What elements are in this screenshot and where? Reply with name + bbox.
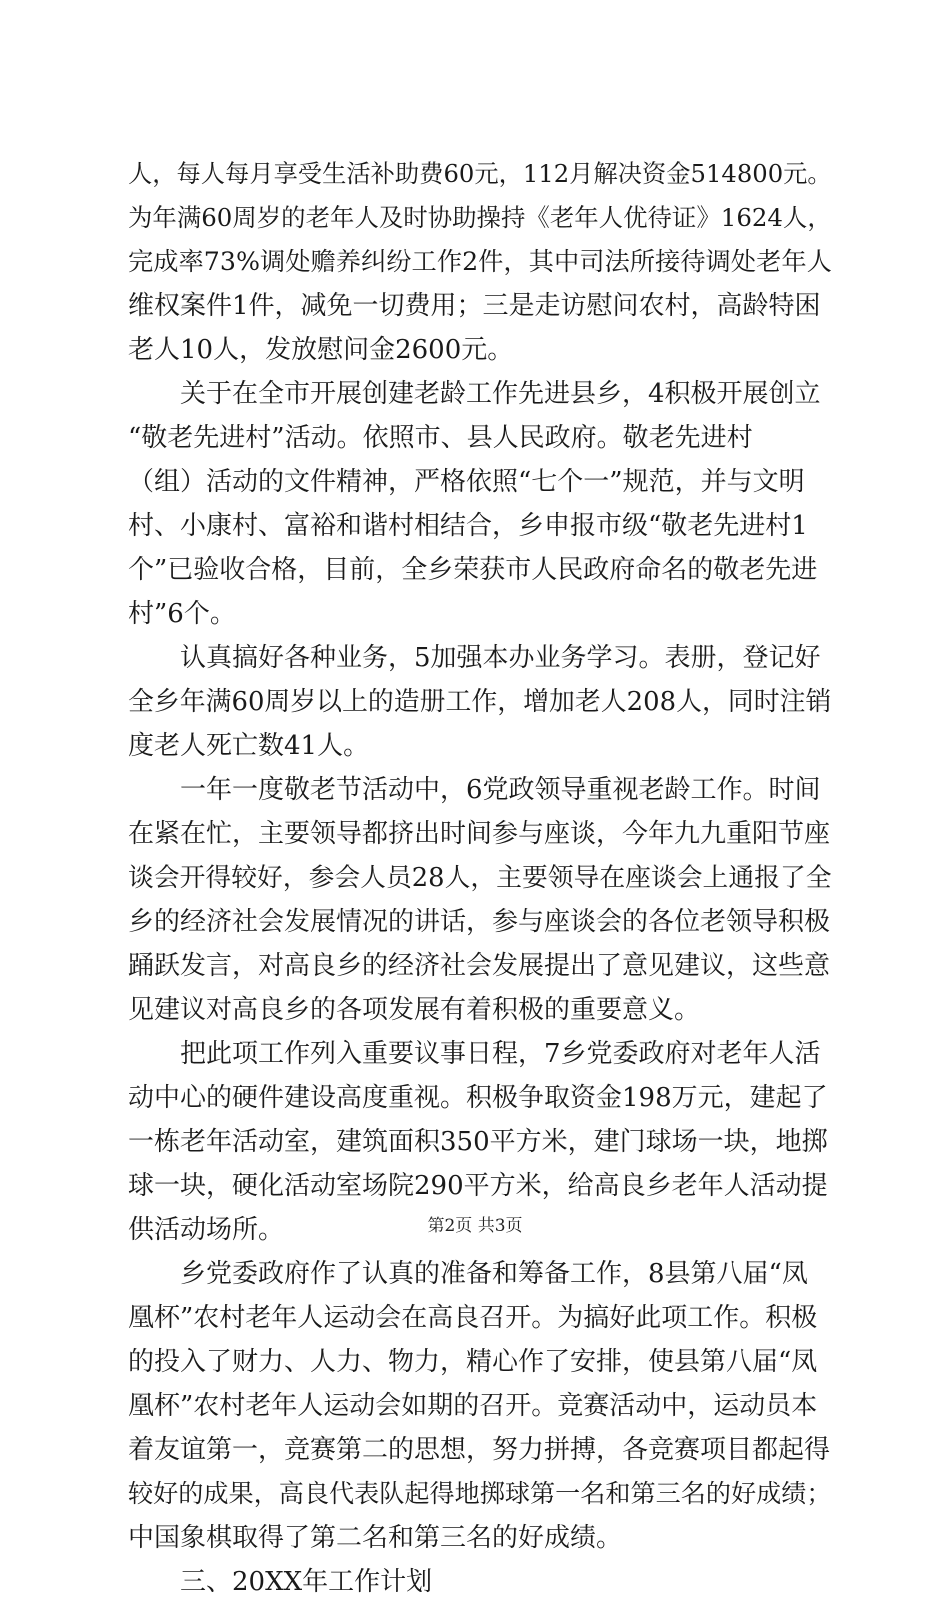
text-line: 乡党委政府作了认真的准备和筹备工作，8县第八届“凤 [180, 1259, 808, 1289]
text-line: （组）活动的文件精神，严格依照“七个一”规范，并与文明 [128, 467, 805, 497]
text-line: 度老人死亡数41人。 [128, 731, 370, 761]
text-line: 凰杯”农村老年人运动会如期的召开。竞赛活动中，运动员本 [128, 1391, 818, 1421]
text-line: 维权案件1件，减免一切费用；三是走访慰问农村，高龄特困 [128, 291, 821, 321]
paragraph-6 [128, 1252, 832, 1560]
text-line: 一栋老年活动室，建筑面积350平方米，建门球场一块，地掷 [128, 1127, 828, 1157]
text-line: 为年满60周岁的老年人及时协助操持《老年人优待证》1624人， [128, 203, 832, 232]
text-line: 谈会开得较好，参会人员28人，主要领导在座谈会上通报了全 [128, 863, 832, 893]
text-line: 见建议对高良乡的各项发展有着积极的重要意义。 [128, 995, 701, 1025]
text-line: 中国象棋取得了第二名和第三名的好成绩。 [128, 1523, 623, 1553]
text-line: 村”6个。 [128, 599, 236, 629]
section-heading: 三、20XX年工作计划 [180, 1567, 433, 1597]
text-line: 在紧在忙，主要领导都挤出时间参与座谈，今年九九重阳节座 [128, 819, 831, 849]
text-line: 认真搞好各种业务，5加强本办业务学习。表册，登记好 [180, 643, 821, 673]
text-line: 动中心的硬件建设高度重视。积极争取资金198万元，建起了 [128, 1083, 828, 1113]
paragraph-2 [128, 372, 832, 636]
text-line: 乡的经济社会发展情况的讲话，参与座谈会的各位老领导积极 [128, 907, 831, 937]
text-line: 个”已验收合格，目前，全乡荣获市人民政府命名的敬老先进 [128, 555, 818, 585]
text-line: 把此项工作列入重要议事日程，7乡党委政府对老年人活 [180, 1039, 821, 1069]
text-line: 球一块，硬化活动室场院290平方米，给高良乡老年人活动提 [128, 1171, 828, 1201]
text-line: 人，每人每月享受生活补助费60元，112月解决资金514800元。 [128, 159, 832, 188]
paragraph-1 [128, 152, 832, 372]
text-line: “敬老先进村”活动。依照市、县人民政府。敬老先进村 [128, 423, 753, 453]
text-line: 完成率73%调处赡养纠纷工作2件，其中司法所接待调处老年人 [128, 247, 832, 276]
text-line: 一年一度敬老节活动中，6党政领导重视老龄工作。时间 [180, 775, 821, 805]
document-body [128, 152, 832, 1604]
text-line: 较好的成果，高良代表队起得地掷球第一名和第三名的好成绩； [128, 1479, 832, 1508]
text-line: 关于在全市开展创建老龄工作先进县乡，4积极开展创立 [180, 379, 821, 409]
paragraph-3 [128, 636, 832, 768]
text-line: 踊跃发言，对高良乡的经济社会发展提出了意见建议，这些意 [128, 951, 831, 981]
text-line: 全乡年满60周岁以上的造册工作，增加老人208人，同时注销 [128, 687, 832, 717]
paragraph-4 [128, 768, 832, 1032]
page-footer: 第2页 共3页 [427, 1216, 523, 1236]
text-line: 着友谊第一，竞赛第二的思想，努力拼搏，各竞赛项目都起得 [128, 1435, 831, 1465]
text-line: 供活动场所。 [128, 1215, 285, 1245]
text-line: 凰杯”农村老年人运动会在高良召开。为搞好此项工作。积极 [128, 1303, 818, 1333]
text-line: 老人10人，发放慰问金2600元。 [128, 335, 514, 365]
text-line: 的投入了财力、人力、物力，精心作了安排，使县第八届“凤 [128, 1347, 818, 1377]
text-line: 村、小康村、富裕和谐村相结合，乡申报市级“敬老先进村1 [128, 511, 808, 541]
